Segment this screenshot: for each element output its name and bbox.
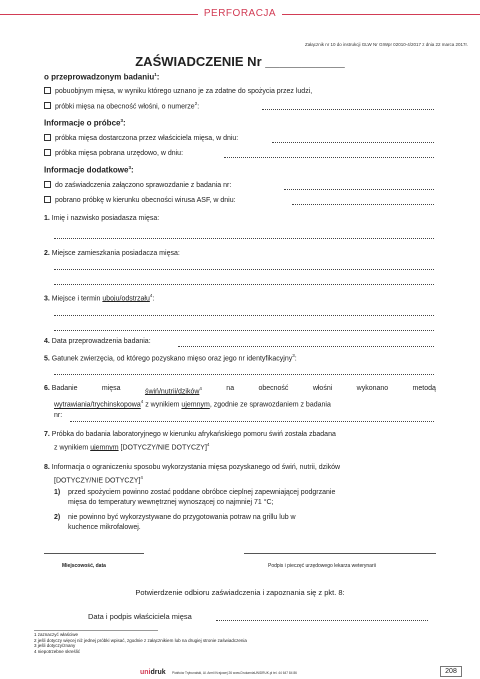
slaughter-field-1[interactable] xyxy=(54,315,434,316)
vet-signature-label: Podpis i pieczęć urzędowego lekarza weterynarii xyxy=(268,563,376,569)
item-restrictions: 8. Informacja o ograniczeniu sposobu wykorzystania mięsa pozyskanego od świń, nutrii, dzików [DOTYCZY/NIE DOTYCZY]$^4$ xyxy=(44,464,341,485)
owner-address-field-2[interactable] xyxy=(54,284,434,285)
delivered-date-field[interactable] xyxy=(272,142,434,143)
annex-note: Załącznik nr 10 do instrukcji GLW Nr GIWpr 02010-4/2017 z dnia 22 marca 2017r. xyxy=(305,42,468,47)
footnote-3: 3 jeśli dotyczy/znany xyxy=(34,643,76,648)
printer-address: Piotrków Trybunalski, Al. Armii Krajowej 26 www.DrukarniaUNIDRUK.pl tel. 44 647 84 86 xyxy=(172,671,297,675)
item-exam-date: 4. Data przeprowadzenia badania: xyxy=(44,338,151,345)
place-date-line[interactable] xyxy=(44,553,144,554)
option-sample-official[interactable]: próbka mięsa pobrana urzędowo, w dniu: xyxy=(44,149,183,157)
item-trichinella: 6. Badanie mięsa świń/nutrii/dzików$^4$ na obecność włośni wykonano metodą wytrawiania/trychinskopowa$^4$ z wynikiem ujemnym, zgodnie ze sprawozdaniem z badania nr: xyxy=(44,385,436,419)
owner-signature-field[interactable] xyxy=(216,620,428,621)
restriction-1: 1) przed spożyciem powinno zostać poddane obróbce cieplnej zapewniającej podgrzanie mięsa do temperatury wewnętrznej wynoszącej co najmniej 71 °C; xyxy=(54,489,336,506)
sample-number-field[interactable] xyxy=(262,109,434,110)
checkbox[interactable] xyxy=(44,181,51,188)
section-heading-exam: o przeprowadzonym badaniu$^1$: xyxy=(44,72,160,82)
asf-date-field[interactable] xyxy=(292,204,434,205)
item-species: 5. Gatunek zwierzęcia, od którego pozyskano mięso oraz jego nr identyfikacyjny$^3$: xyxy=(44,353,297,363)
trichinella-report-field[interactable] xyxy=(70,421,434,422)
owner-address-field-1[interactable] xyxy=(54,269,434,270)
option-exam-meat[interactable]: pobuobjnym mięsa, w wyniku którego uznano je za zdatne do spożycia przez ludzi, xyxy=(44,87,312,95)
perforation-label: PERFORACJA xyxy=(203,8,277,19)
restriction-2: 2) nie powinno być wykorzystywane do przygotowania potraw na grillu lub w kuchence mikrofalowej. xyxy=(54,514,296,531)
footnote-1: 1 zaznaczyć właściwe xyxy=(34,632,79,637)
checkbox[interactable] xyxy=(44,134,51,141)
receipt-confirmation: Potwierdzenie odbioru zaświadczenia i zapoznania się z pkt. 8: xyxy=(135,588,345,597)
slaughter-field-2[interactable] xyxy=(54,330,434,331)
item-owner-name: 1. Imię i nazwisko posiadasza mięsa: xyxy=(44,215,160,222)
checkbox[interactable] xyxy=(44,196,51,203)
item-slaughter: 3. Miejsce i termin uboju/odstrzału$^4$: xyxy=(44,293,155,303)
species-field[interactable] xyxy=(54,374,434,375)
footnote-4: 4 niepotrzebne skreślić xyxy=(34,648,81,654)
footnote-2: 2 jeśli dotyczy więcej niż jednej próbki wpisać, zgodnie z załącznikiem lub na drugiej stronie zaświadczenia xyxy=(34,637,247,643)
option-asf-sample[interactable]: pobrano próbkę w kierunku obecności wirusa ASF, w dniu: xyxy=(44,196,236,204)
checkbox[interactable] xyxy=(44,149,51,156)
section-heading-sample: Informacje o próbce$^3$: xyxy=(44,118,126,128)
checkbox[interactable] xyxy=(44,87,51,94)
vet-signature-line[interactable] xyxy=(244,553,436,554)
report-number-field[interactable] xyxy=(284,189,434,190)
section-heading-additional: Informacje dodatkowe$^3$: xyxy=(44,165,134,175)
item-owner-address: 2. Miejsce zamieszkania posiadacza mięsa: xyxy=(44,250,180,257)
owner-signature-label: Data i podpis właściciela mięsa xyxy=(88,612,192,621)
item-asf: 7. Próbka do badania laboratoryjnego w kierunku afrykańskiego pomoru świń została zbadana z wynikiem ujemnym [DOTYCZY/NIE DOTYCZY]$^4$ xyxy=(44,431,336,452)
document-title: ZAŚWIADCZENIE Nr ___________ xyxy=(135,54,345,69)
option-report-attached[interactable]: do zaświadczenia załączono sprawozdanie z badania nr: xyxy=(44,181,231,189)
footnote-divider xyxy=(34,630,158,631)
page-number: 208 xyxy=(440,666,462,677)
footnotes xyxy=(34,632,247,654)
exam-date-field[interactable] xyxy=(178,346,434,347)
option-sample-delivered[interactable]: próbka mięsa dostarczona przez właściciela mięsa, w dniu: xyxy=(44,134,238,142)
official-date-field[interactable] xyxy=(224,157,434,158)
checkbox[interactable] xyxy=(44,102,51,109)
owner-name-field[interactable] xyxy=(54,238,434,239)
option-exam-sample[interactable]: próbki mięsa na obecność włośni, o numerze$^2$: xyxy=(44,101,199,110)
unidruk-logo: unidruk xyxy=(140,669,166,676)
place-date-label: Miejscowość, data xyxy=(62,563,106,569)
